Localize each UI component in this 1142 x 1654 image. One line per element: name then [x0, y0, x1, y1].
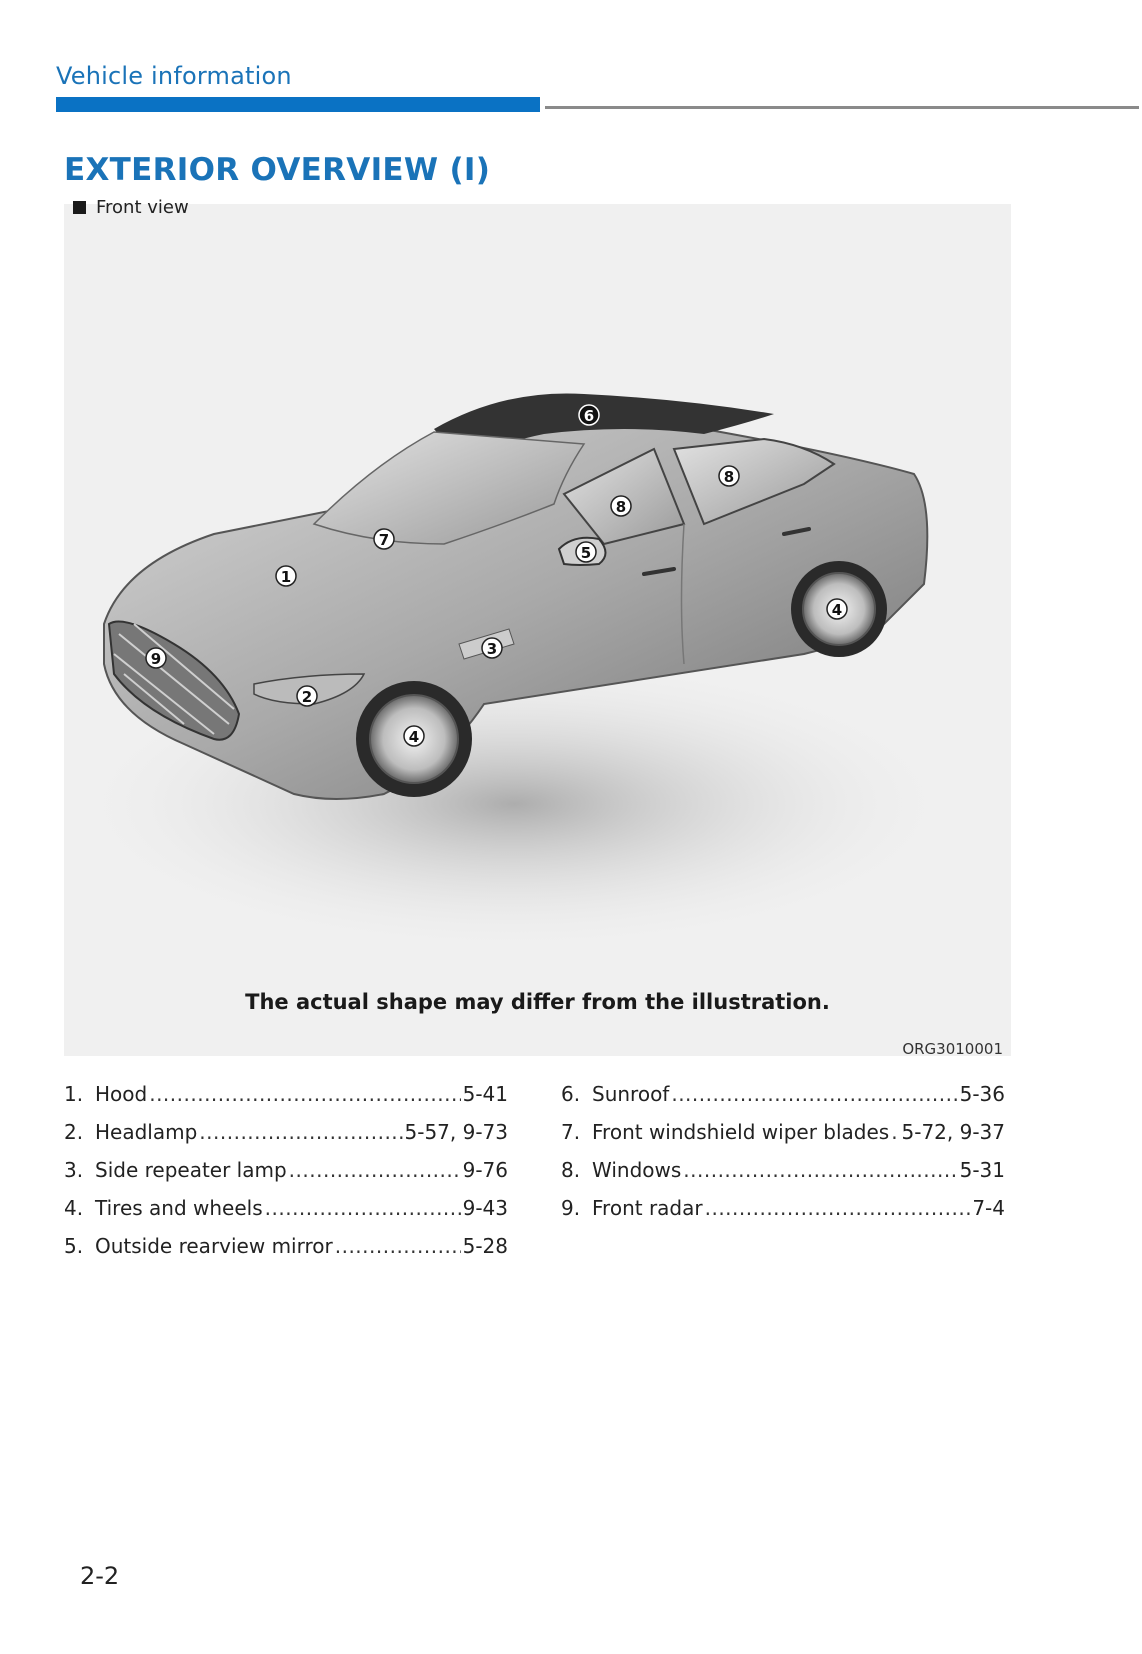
view-label [73, 197, 189, 218]
page-reference: 5-28 [462, 1234, 508, 1258]
item-number: 7. [561, 1120, 581, 1144]
item-label: Hood [95, 1082, 148, 1106]
header-rule-accent [56, 97, 540, 112]
item-number: 1. [64, 1082, 84, 1106]
callout-4-front [404, 726, 424, 746]
item-number: 9. [561, 1196, 581, 1220]
svg-text:1: 1 [280, 568, 292, 586]
page-reference: 5-36 [959, 1082, 1005, 1106]
list-item [64, 1196, 508, 1234]
car-drawing [64, 204, 1011, 1056]
callout-6 [579, 405, 599, 425]
leader-dots [891, 1120, 899, 1144]
svg-text:6: 6 [583, 407, 595, 425]
item-label: Windows [592, 1158, 682, 1182]
item-label: Side repeater lamp [95, 1158, 287, 1182]
illustration-disclaimer: The actual shape may differ from the illustration. [245, 990, 830, 1014]
svg-text:9: 9 [150, 650, 162, 668]
leader-dots [149, 1082, 460, 1106]
item-number: 2. [64, 1120, 84, 1144]
view-label-text: Front view [96, 197, 189, 218]
leader-dots [683, 1158, 957, 1182]
list-item [64, 1120, 508, 1158]
parts-list-left [64, 1082, 508, 1272]
list-item [561, 1196, 1005, 1234]
leader-dots [199, 1120, 402, 1144]
list-item [561, 1120, 1005, 1158]
callout-1 [276, 566, 296, 586]
item-number: 6. [561, 1082, 581, 1106]
callout-9 [146, 648, 166, 668]
callout-4-rear [827, 599, 847, 619]
page-reference: 9-43 [462, 1196, 508, 1220]
list-item [561, 1082, 1005, 1120]
page-number: 2-2 [80, 1562, 120, 1590]
bullet-square-icon [73, 201, 86, 214]
callout-8-front [611, 496, 631, 516]
callout-5 [576, 542, 596, 562]
svg-text:7: 7 [378, 531, 390, 549]
leader-dots [289, 1158, 461, 1182]
svg-text:2: 2 [301, 688, 313, 706]
list-item [64, 1082, 508, 1120]
parts-list-right [561, 1082, 1005, 1234]
header-rule [545, 106, 1139, 109]
page-title: EXTERIOR OVERVIEW (I) [64, 152, 491, 188]
callout-2 [297, 686, 317, 706]
svg-text:5: 5 [580, 544, 592, 562]
vehicle-illustration [64, 204, 1011, 1056]
figure-code: ORG3010001 [902, 1040, 1003, 1058]
item-number: 5. [64, 1234, 84, 1258]
item-label: Front radar [592, 1196, 703, 1220]
item-label: Sunroof [592, 1082, 670, 1106]
callout-8-rear [719, 466, 739, 486]
page-reference: 5-57, 9-73 [404, 1120, 508, 1144]
item-label: Front windshield wiper blades [592, 1120, 890, 1144]
leader-dots [705, 1196, 971, 1220]
list-item [561, 1158, 1005, 1196]
svg-text:4: 4 [408, 728, 420, 746]
callout-7 [374, 529, 394, 549]
list-item [64, 1234, 508, 1272]
item-label: Tires and wheels [95, 1196, 263, 1220]
svg-text:3: 3 [486, 640, 498, 658]
leader-dots [265, 1196, 461, 1220]
item-label: Headlamp [95, 1120, 198, 1144]
leader-dots [335, 1234, 461, 1258]
item-label: Outside rearview mirror [95, 1234, 333, 1258]
page-reference: 5-31 [959, 1158, 1005, 1182]
item-number: 4. [64, 1196, 84, 1220]
svg-text:8: 8 [615, 498, 627, 516]
page-reference: 5-41 [462, 1082, 508, 1106]
item-number: 3. [64, 1158, 84, 1182]
page-reference: 5-72, 9-37 [901, 1120, 1005, 1144]
svg-text:4: 4 [831, 601, 843, 619]
page-reference: 7-4 [972, 1196, 1005, 1220]
svg-text:8: 8 [723, 468, 735, 486]
section-title: Vehicle information [56, 62, 292, 90]
item-number: 8. [561, 1158, 581, 1182]
callout-3 [482, 638, 502, 658]
page-reference: 9-76 [462, 1158, 508, 1182]
leader-dots [671, 1082, 957, 1106]
list-item [64, 1158, 508, 1196]
